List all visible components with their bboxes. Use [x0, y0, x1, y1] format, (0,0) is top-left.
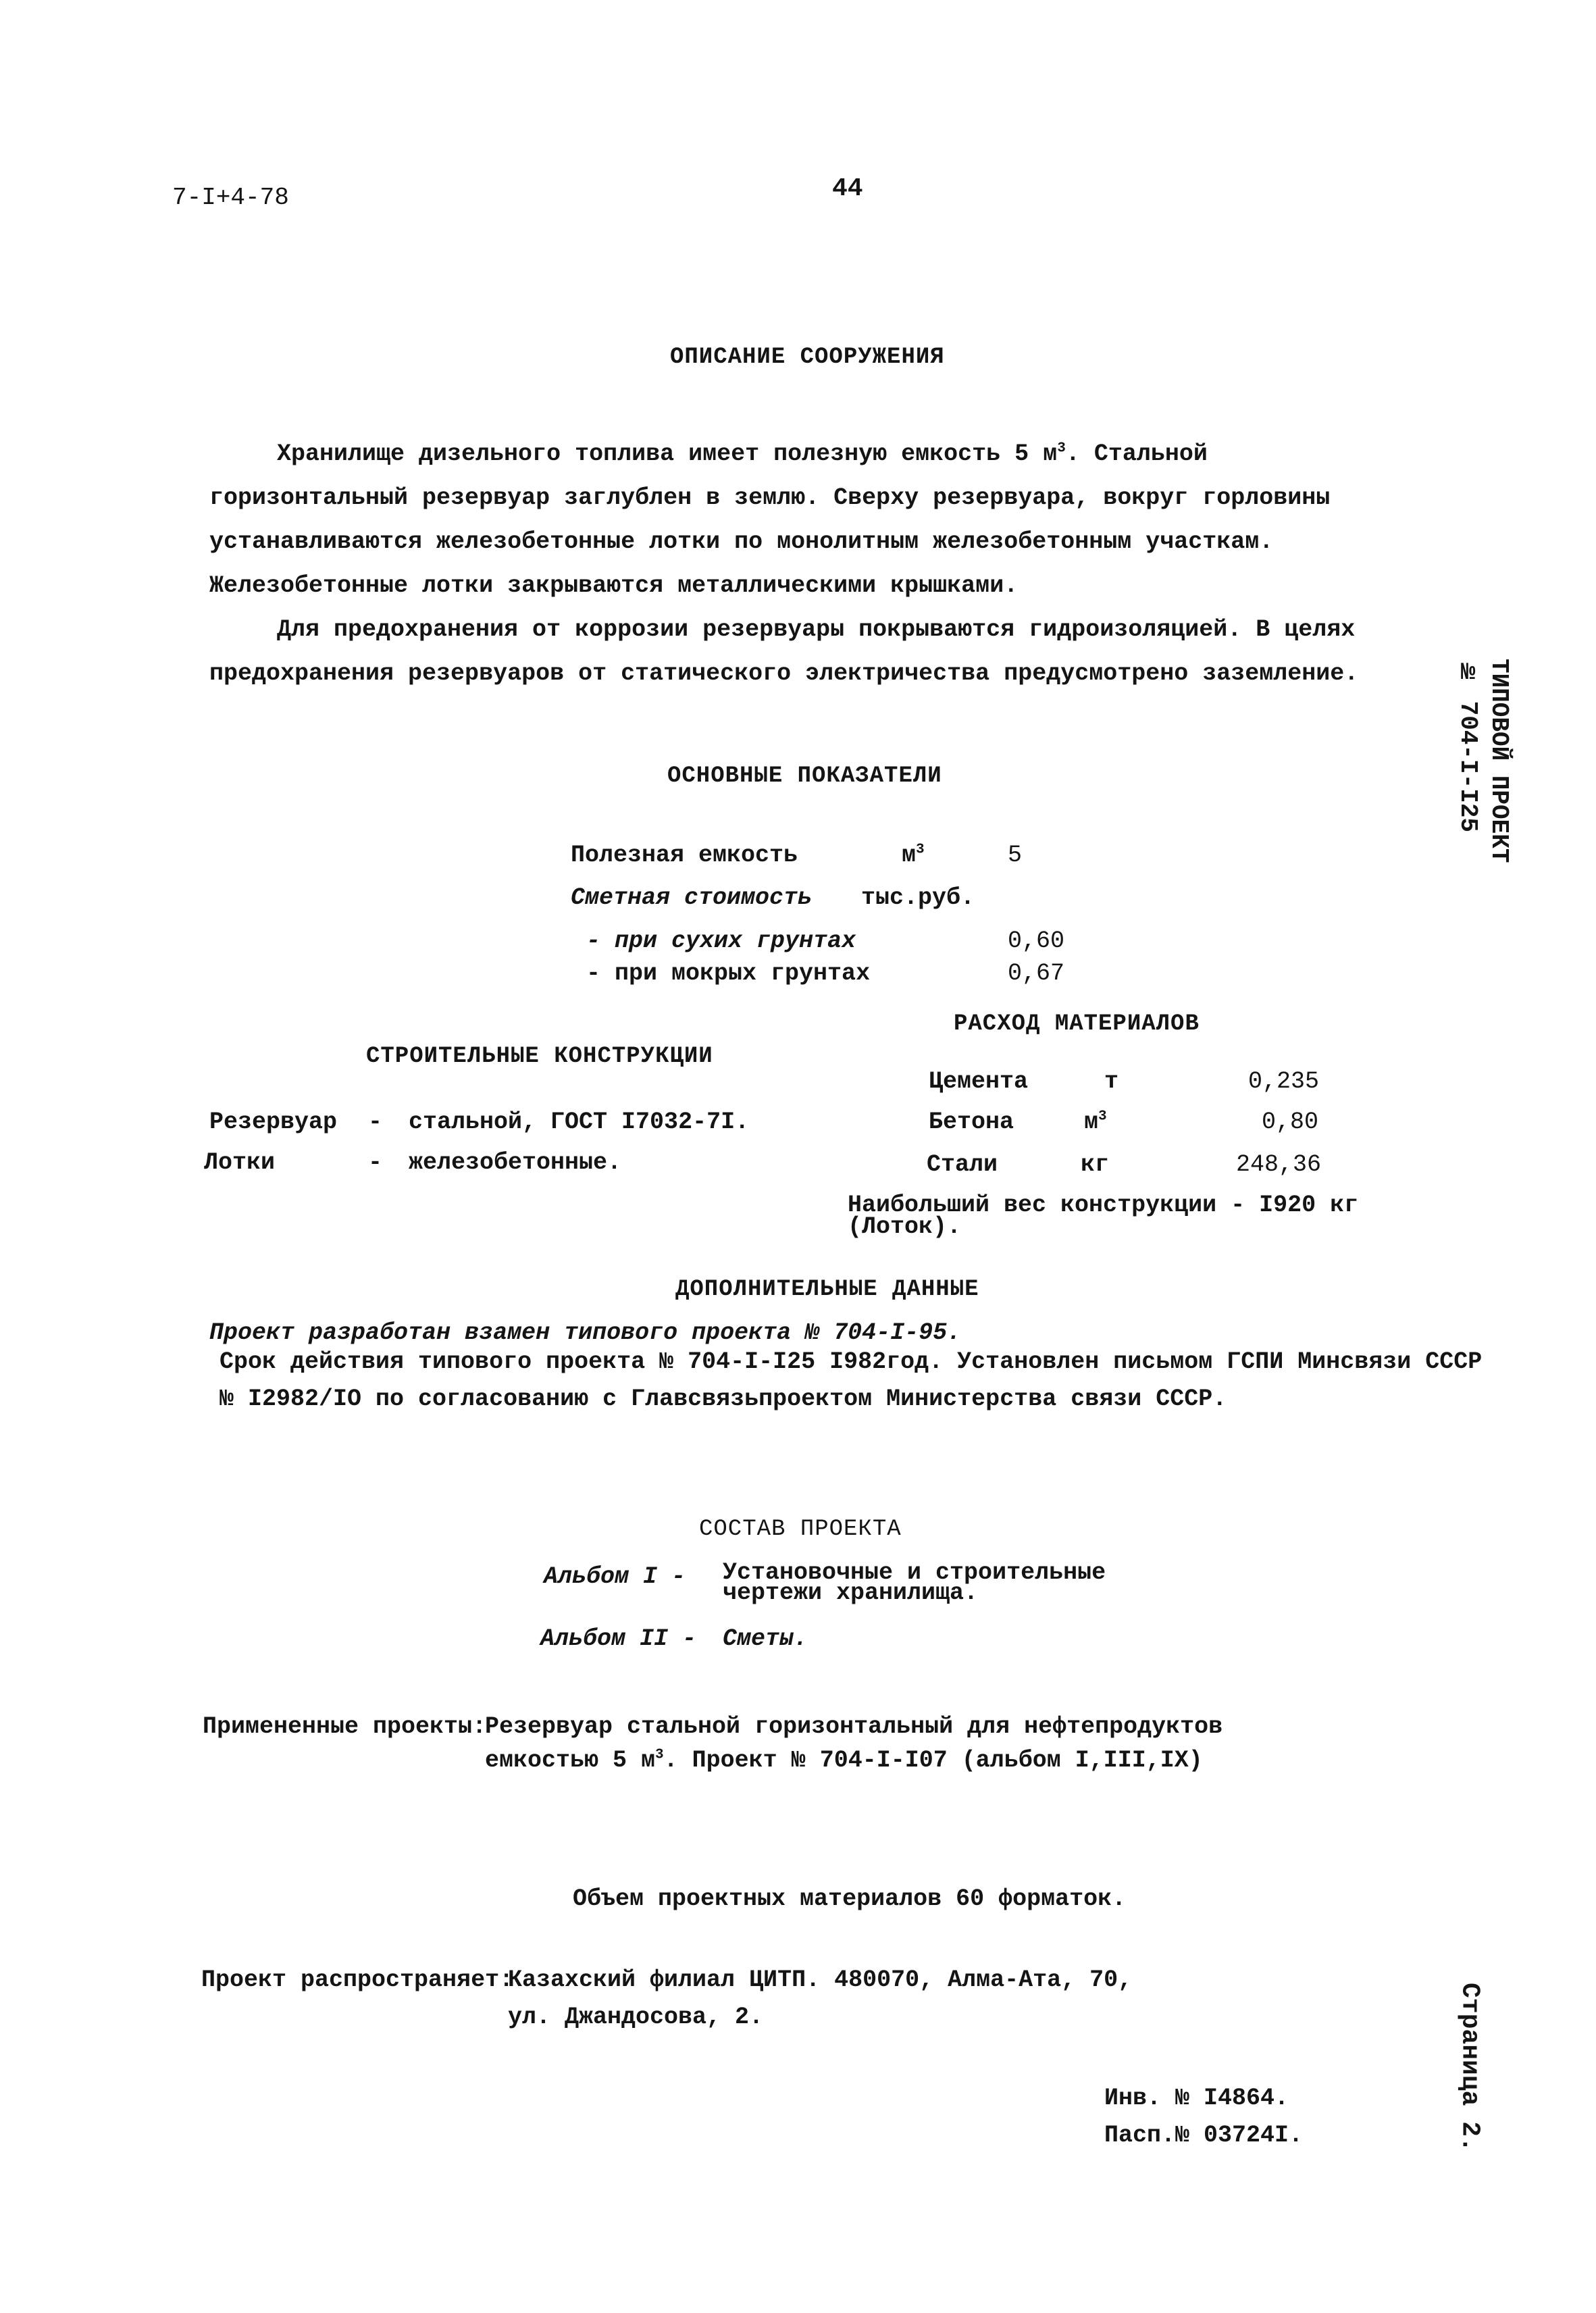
composition-heading: СОСТАВ ПРОЕКТА	[699, 1517, 902, 1542]
wet-soil-value: 0,67	[1008, 960, 1065, 987]
distributor-label: Проект распространяет:	[201, 1966, 514, 1993]
capacity-value: 5	[1008, 842, 1023, 869]
material-unit: т	[1104, 1068, 1119, 1095]
construction-dash: -	[368, 1109, 383, 1136]
construction-name: Лотки	[204, 1149, 276, 1176]
materials-volume: Объем проектных материалов 60 форматок.	[573, 1885, 1127, 1912]
max-weight-note: Наибольший вес конструкции - I920 кг (Лоток).	[848, 1192, 1359, 1240]
applied-projects-line-2: емкостью 5 $м^3$. Проект № 704-I-I07 (альбом I,III,IX)	[485, 1747, 1203, 1774]
capacity-label: Полезная емкость	[571, 842, 798, 869]
material-value: 248,36	[1236, 1151, 1322, 1178]
distributor-line-1: Казахский филиал ЦИТП. 480070, Алма-Ата, 70,	[508, 1966, 1133, 1993]
material-value: 0,80	[1262, 1109, 1319, 1136]
materials-heading: РАСХОД МАТЕРИАЛОВ	[954, 1011, 1200, 1037]
cost-label: Сметная стоимость	[571, 884, 813, 911]
inventory-number: Инв. № I4864.	[1104, 2085, 1289, 2112]
dry-soil-value: 0,60	[1008, 927, 1065, 955]
material-name: Цемента	[929, 1068, 1029, 1095]
material-name: Стали	[927, 1151, 998, 1178]
construction-desc: стальной, ГОСТ I7032-7I.	[409, 1109, 750, 1136]
material-value: 0,235	[1248, 1068, 1320, 1095]
side-project-label	[1452, 659, 1514, 863]
album-2-text: Сметы.	[723, 1625, 808, 1652]
material-name: Бетона	[929, 1109, 1014, 1136]
applied-projects-line-1: Резервуар стальной горизонтальный для нефтепродуктов	[485, 1713, 1223, 1740]
side-project-title: ТИПОВОЙ ПРОЕКТ	[1485, 659, 1513, 863]
album-2-label: Альбом II -	[540, 1625, 697, 1652]
additional-heading: ДОПОЛНИТЕЛЬНЫЕ ДАННЫЕ	[675, 1277, 979, 1302]
distributor-line-2: ул. Джандосова, 2.	[508, 2004, 764, 2031]
additional-line-1: Проект разработан взамен типового проекта № 704-I-95.	[209, 1319, 962, 1346]
additional-line-2: Срок действия типового проекта № 704-I-I25 I982год. Установлен письмом ГСПИ Минсвязи СССР	[220, 1348, 1483, 1375]
construction-name: Резервуар	[209, 1109, 338, 1136]
side-project-number: № 704-I-I25	[1454, 659, 1482, 833]
indicators-heading: ОСНОВНЫЕ ПОКАЗАТЕЛИ	[667, 763, 942, 789]
description-heading: ОПИСАНИЕ СООРУЖЕНИЯ	[670, 345, 945, 370]
description-paragraph-2: Для предохранения от коррозии резервуары покрываются гидроизоляцией. В целях предохранения резервуаров от статического электричества предусмотрено заземление.	[209, 616, 1359, 687]
cost-unit: тыс.руб.	[861, 884, 975, 911]
material-unit: кг	[1081, 1151, 1110, 1178]
side-page-label: Страница 2.	[1455, 1983, 1485, 2152]
document-code: 7-I+4-78	[172, 184, 289, 211]
passport-number: Пасп.№ 03724I.	[1104, 2122, 1304, 2149]
dry-soil-label: - при сухих грунтах	[586, 927, 856, 955]
description-paragraph-1: Хранилище дизельного топлива имеет полезную емкость 5 $м^3$. Стальной горизонтальный резервуар заглублен в землю. Сверху резервуара, вокруг горловины устанавливаются железобетонные лотки по монолитным железобетонным участкам. Железобетонные лотки закрываются металлическими крышками.	[209, 440, 1331, 599]
constructions-heading: СТРОИТЕЛЬНЫЕ КОНСТРУКЦИИ	[366, 1044, 713, 1069]
album-1-text: Установочные и строительные чертежи хранилища.	[723, 1559, 1106, 1606]
applied-projects-label: Примененные проекты:	[203, 1713, 487, 1740]
construction-dash: -	[368, 1149, 383, 1176]
album-1-label: Альбом I -	[544, 1563, 686, 1590]
additional-line-3: № I2982/IO по согласованию с Главсвязьпроектом Министерства связи СССР.	[220, 1386, 1227, 1413]
page-number: 44	[832, 174, 863, 203]
construction-desc: железобетонные.	[409, 1149, 622, 1176]
wet-soil-label: - при мокрых грунтах	[586, 960, 871, 987]
material-unit: $м^3$	[1084, 1109, 1107, 1136]
capacity-unit: $м^3$	[902, 842, 925, 869]
